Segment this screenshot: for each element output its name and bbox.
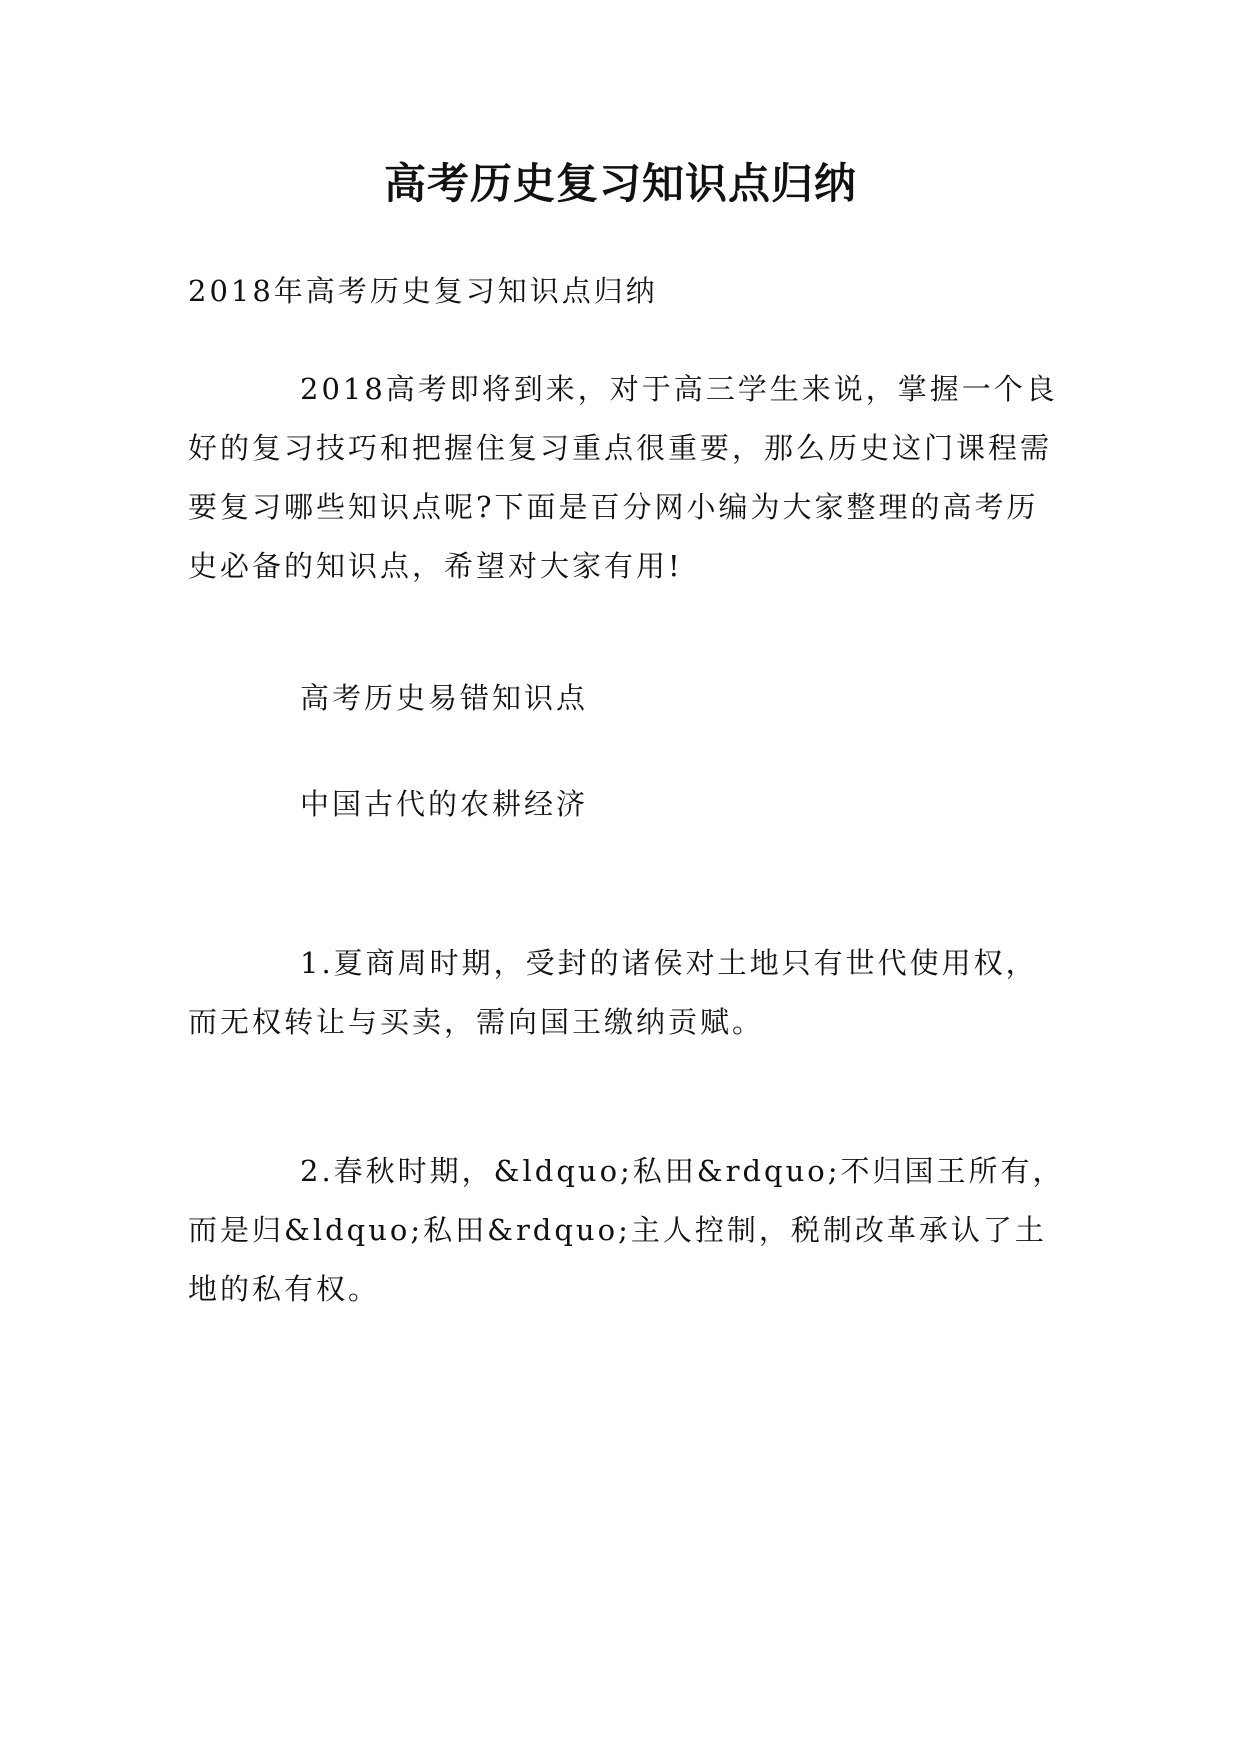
list-item: 2.春秋时期，&ldquo;私田&rdquo;不归国王所有，而是归&ldquo;私田&rdquo;主人控制，税制改革承认了土地的私有权。 <box>188 1154 1065 1306</box>
section-subheading: 中国古代的农耕经济 <box>300 787 589 821</box>
list-item: 1.夏商周时期，受封的诸侯对土地只有世代使用权，而无权转让与买卖，需向国王缴纳贡赋。 <box>188 946 1038 1039</box>
intro-paragraph: 2018高考即将到来，对于高三学生来说，掌握一个良好的复习技巧和把握住复习重点很重要，那么历史这门课程需要复习哪些知识点呢?下面是百分网小编为大家整理的高考历史必备的知识点，希望对大家有用! <box>188 372 1058 583</box>
document-title: 高考历史复习知识点归纳 <box>383 159 857 208</box>
section-heading: 高考历史易错知识点 <box>300 681 589 715</box>
document-subtitle: 2018年高考历史复习知识点归纳 <box>188 274 658 308</box>
